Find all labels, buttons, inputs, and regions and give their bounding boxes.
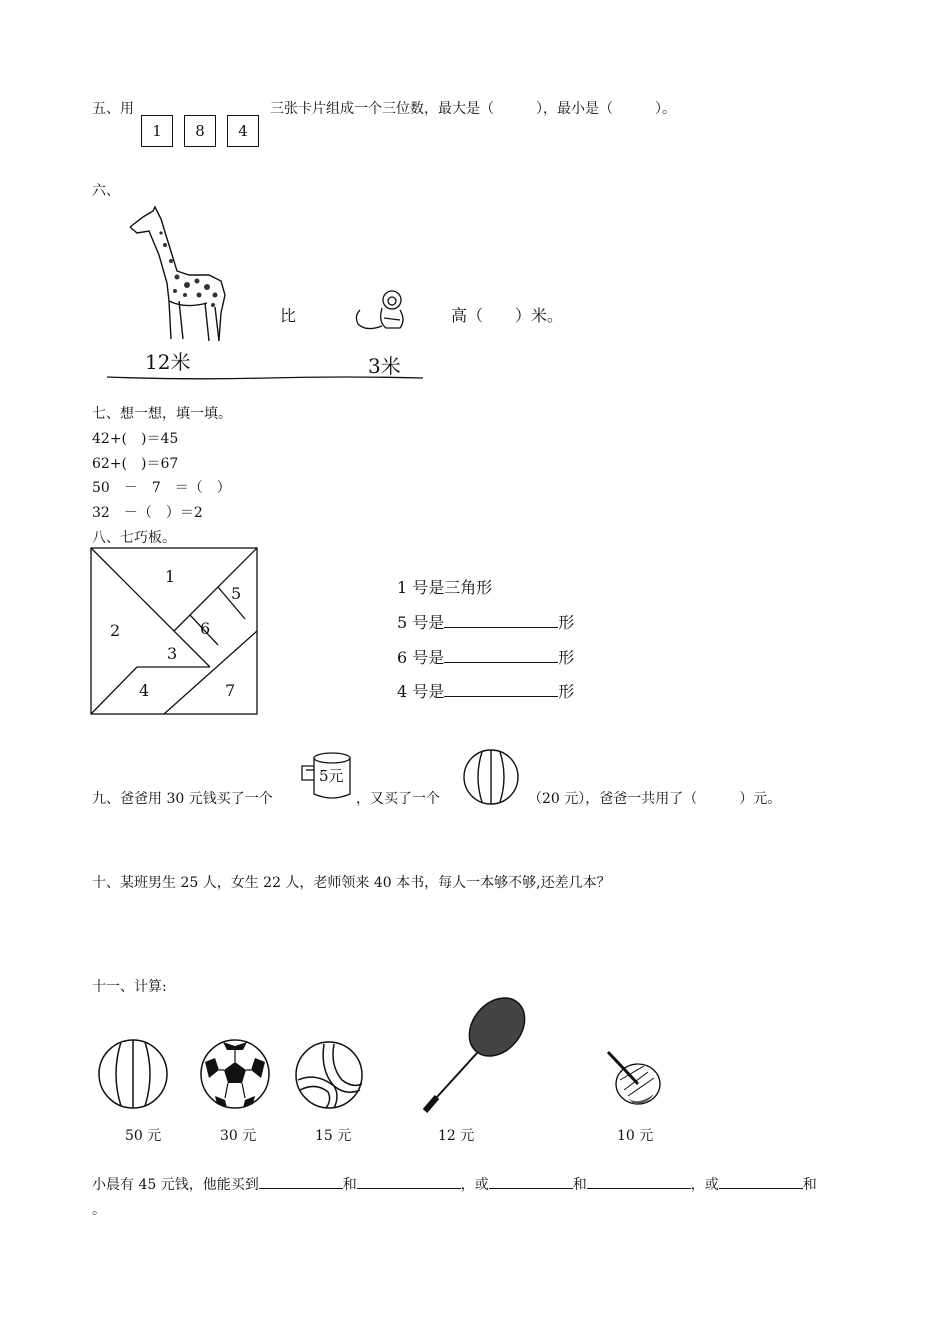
answer-blank[interactable] xyxy=(444,680,558,697)
price-shuttlecock: 10 元 xyxy=(617,1128,654,1144)
q7-line-4: 32 －（ ）＝2 xyxy=(92,505,203,521)
answer-blank[interactable] xyxy=(444,611,558,628)
q8-statement-1: 1 号是三角形 xyxy=(397,578,493,597)
price-volleyball: 15 元 xyxy=(315,1128,352,1144)
q7-line-1: 42+( )＝45 xyxy=(92,431,179,447)
q7-line-2: 62+( )＝67 xyxy=(92,456,179,472)
tangram-label-1: 1 xyxy=(165,567,176,586)
answer-blank[interactable] xyxy=(719,1174,803,1189)
q6-title: 六、 xyxy=(92,183,120,199)
card-1: 1 xyxy=(141,115,173,147)
answer-blank[interactable] xyxy=(489,1174,573,1189)
q11-sentence: 小晨有 45 元钱，他能买到 和 ，或 和 ，或 和 xyxy=(92,1174,817,1194)
tangram-label-6: 6 xyxy=(200,619,211,638)
tangram-label-5: 5 xyxy=(231,584,242,603)
tangram-label-2: 2 xyxy=(110,621,121,640)
ground-line xyxy=(107,374,425,382)
q6-word-bi: 比 xyxy=(280,306,297,325)
q6-tail: 高（ ）米。 xyxy=(451,306,564,325)
q5-prefix: 五、用 xyxy=(92,101,134,117)
basketball-icon xyxy=(462,748,520,806)
soccer-ball-icon xyxy=(199,1038,271,1110)
price-soccer: 30 元 xyxy=(220,1128,257,1144)
tangram-label-3: 3 xyxy=(167,644,178,663)
tangram-label-7: 7 xyxy=(225,681,236,700)
answer-blank[interactable] xyxy=(357,1174,461,1189)
price-racket: 12 元 xyxy=(438,1128,475,1144)
answer-blank[interactable] xyxy=(259,1174,343,1189)
q9-part1: 九、爸爸用 30 元钱买了一个 xyxy=(92,791,273,807)
q9-part2: ，又买了一个 xyxy=(356,791,440,807)
basketball-icon xyxy=(97,1038,169,1110)
q8-statement-6: 6 号是 形 xyxy=(397,648,575,667)
monkey-icon xyxy=(352,288,412,338)
q8-title: 八、七巧板。 xyxy=(92,530,176,546)
q8-statement-5: 5 号是 形 xyxy=(397,613,575,632)
volleyball-icon xyxy=(294,1040,364,1110)
q7-title: 七、想一想，填一填。 xyxy=(92,406,232,422)
q9-part3: （20 元），爸爸一共用了（ ）元。 xyxy=(528,791,782,807)
q7-line-3: 50 － 7 ＝（ ） xyxy=(92,480,231,496)
badminton-racket-icon xyxy=(415,995,530,1117)
q11-title: 十一、计算: xyxy=(92,979,167,995)
q11-sentence-end: 。 xyxy=(92,1202,106,1218)
q10-text: 十、某班男生 25 人，女生 22 人，老师领来 40 本书，每人一本够不够,还差几本？ xyxy=(92,875,611,891)
giraffe-icon xyxy=(125,205,235,345)
card-4: 4 xyxy=(227,115,259,147)
answer-blank[interactable] xyxy=(444,646,558,663)
monkey-height: 3米 xyxy=(368,354,401,378)
q5-text: 三张卡片组成一个三位数，最大是（ ），最小是（ ）。 xyxy=(270,101,676,117)
answer-blank[interactable] xyxy=(587,1174,691,1189)
shuttlecock-icon xyxy=(604,1050,664,1106)
price-basketball: 50 元 xyxy=(125,1128,162,1144)
giraffe-height: 12米 xyxy=(145,350,191,374)
tangram-label-4: 4 xyxy=(139,681,150,700)
cup-price: 5元 xyxy=(319,767,344,785)
q8-statement-4: 4 号是 形 xyxy=(397,682,575,701)
card-8: 8 xyxy=(184,115,216,147)
